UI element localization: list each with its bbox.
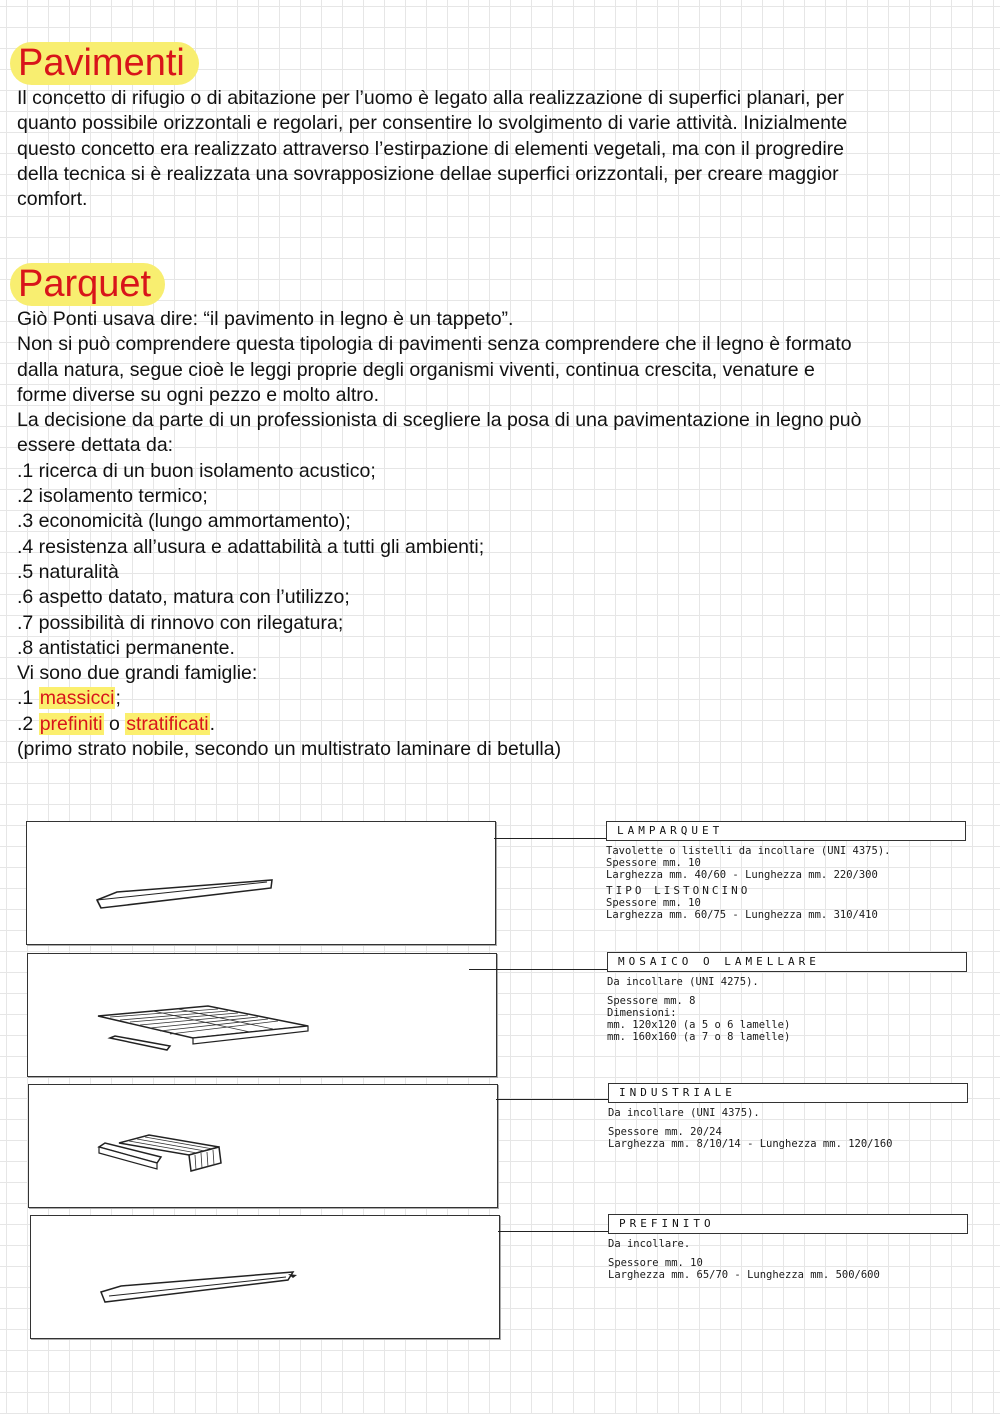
type-description — [607, 976, 790, 1043]
text-line: (primo strato nobile, secondo un multistrato laminare di betulla) — [17, 738, 562, 761]
type-label: PREFINITO — [608, 1214, 968, 1234]
leader-line — [498, 1231, 608, 1232]
desc-line: Da incollare (UNI 4275). — [607, 976, 759, 988]
list-item: .8 antistatici permanente. — [17, 636, 235, 659]
text-line: comfort. — [17, 188, 88, 211]
type-description — [606, 845, 890, 921]
section-title-parquet: Parquet — [10, 263, 165, 306]
desc-line: Da incollare (UNI 4375). — [608, 1107, 760, 1119]
section-title-pavimenti: Pavimenti — [10, 42, 199, 85]
type-description — [608, 1238, 880, 1281]
list-item: .5 naturalità — [17, 560, 119, 583]
desc-line: Larghezza mm. 60/75 - Lunghezza mm. 310/410 — [606, 909, 878, 921]
sub-type-label: TIPO LISTONCINO — [606, 884, 751, 897]
text-line: Il concetto di rifugio o di abitazione per l’uomo è legato alla realizzazione di superfici planari, per — [17, 87, 845, 109]
text-line: questo concetto era realizzato attraverso l’estirpazione di elementi vegetali, ma con il progredire — [17, 137, 845, 160]
plank-drawing — [27, 822, 495, 944]
desc-line: Spessore mm. 8 — [607, 995, 696, 1007]
highlight-term: stratificati — [126, 712, 209, 735]
desc-line: mm. 120x120 (a 5 o 6 lamelle) — [607, 1019, 791, 1031]
type-label: LAMPARQUET — [606, 821, 966, 841]
text-line: essere dettata da: — [17, 434, 174, 457]
family-connector: o — [103, 712, 126, 735]
parquet-paragraph — [17, 307, 977, 762]
drawing-frame — [30, 1215, 500, 1339]
desc-line: Larghezza mm. 8/10/14 - Lunghezza mm. 120/160 — [608, 1138, 893, 1150]
desc-line: Dimensioni: — [607, 1007, 677, 1019]
desc-line: Spessore mm. 20/24 — [608, 1126, 722, 1138]
text-line: della tecnica si è realizzata una sovrapposizione dellae superfici orizzontali, per creare maggior — [17, 162, 839, 185]
desc-line: Tavolette o listelli da incollare (UNI 4375). — [606, 845, 891, 857]
text-line: forme diverse su ogni pezzo e molto altro. — [17, 383, 380, 406]
leader-line — [469, 969, 607, 970]
family-item-1 — [17, 686, 977, 711]
drawing-frame — [27, 953, 497, 1077]
drawing-frame — [26, 821, 496, 945]
family-prefix: .1 — [17, 687, 39, 710]
mosaic-drawing — [28, 954, 496, 1076]
list-item: .4 resistenza all’usura e adattabilità a tutti gli ambienti; — [17, 535, 485, 558]
list-item: .2 isolamento termico; — [17, 485, 208, 508]
parquet-types-figure — [24, 815, 974, 1345]
desc-line: Spessore mm. 10 — [608, 1257, 703, 1269]
type-label: MOSAICO O LAMELLARE — [607, 952, 967, 972]
text-line: La decisione da parte di un professionista di scegliere la posa di una pavimentazione in legno può — [17, 409, 862, 432]
desc-line: Da incollare. — [608, 1238, 691, 1250]
leader-line — [496, 1099, 608, 1100]
family-suffix: ; — [115, 687, 121, 710]
family-prefix: .2 — [17, 712, 39, 735]
highlight-term: massicci — [39, 687, 115, 710]
text-line: Non si può comprendere questa tipologia di pavimenti senza comprendere che il legno è formato — [17, 333, 852, 356]
list-item: .6 aspetto datato, matura con l’utilizzo; — [17, 586, 350, 609]
drawing-frame — [28, 1084, 498, 1208]
desc-line: Larghezza mm. 40/60 - Lunghezza mm. 220/300 — [606, 869, 878, 881]
desc-line: Larghezza mm. 65/70 - Lunghezza mm. 500/600 — [608, 1269, 880, 1281]
text-line: Vi sono due grandi famiglie: — [17, 662, 258, 685]
list-item: .7 possibilità di rinnovo con rilegatura; — [17, 611, 344, 634]
list-item: .3 economicità (lungo ammortamento); — [17, 510, 351, 533]
text-line: dalla natura, segue cioè le leggi proprie degli organismi viventi, continua crescita, venature e — [17, 358, 815, 381]
family-item-2 — [17, 712, 977, 737]
highlight-term: prefiniti — [39, 712, 103, 735]
text-line: quanto possibile orizzontali e regolari, per consentire lo svolgimento di varie attività. Inizialmente — [17, 112, 848, 135]
desc-line: mm. 160x160 (a 7 o 8 lamelle) — [607, 1031, 791, 1043]
type-description — [608, 1107, 892, 1150]
desc-line: Spessore mm. 10 — [606, 857, 701, 869]
block-drawing — [29, 1085, 497, 1207]
list-item: .1 ricerca di un buon isolamento acustico; — [17, 459, 376, 482]
text-line: Giò Ponti usava dire: “il pavimento in legno è un tappeto”. — [17, 308, 514, 330]
pavimenti-paragraph — [17, 86, 977, 212]
desc-line: Spessore mm. 10 — [606, 897, 701, 909]
type-label: INDUSTRIALE — [608, 1083, 968, 1103]
prefinished-drawing — [31, 1216, 499, 1338]
family-suffix: . — [209, 712, 216, 735]
leader-line — [494, 838, 606, 839]
